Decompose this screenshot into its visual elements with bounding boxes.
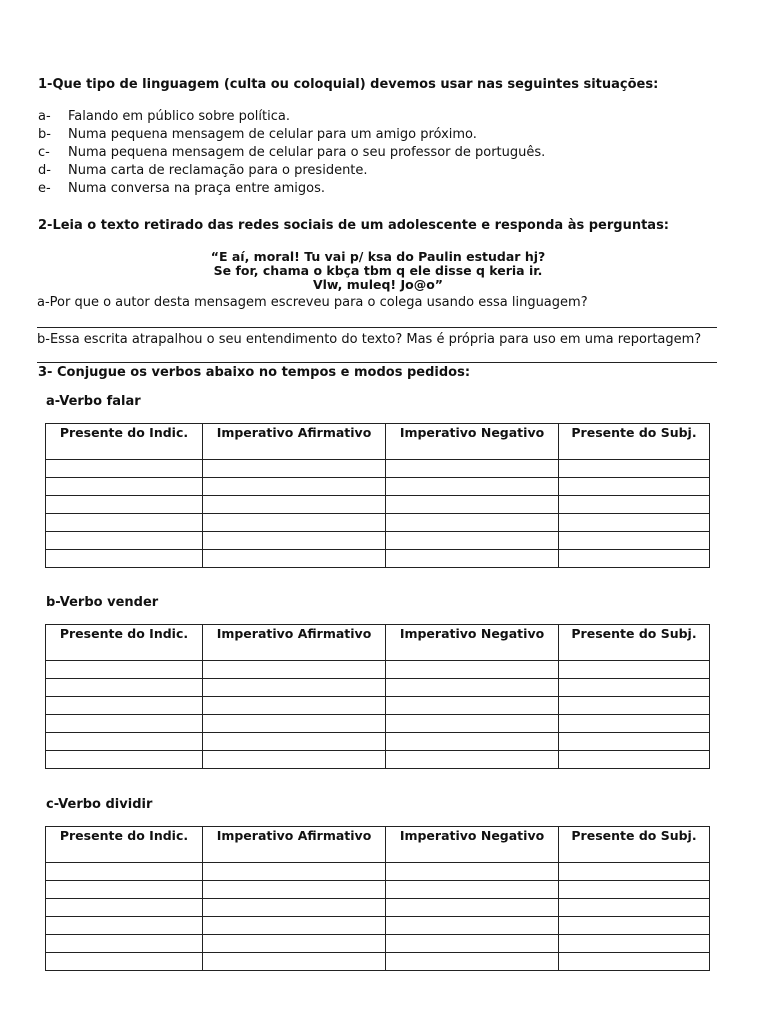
table-row — [46, 514, 710, 532]
answer-cell[interactable] — [46, 733, 203, 751]
table-row — [46, 697, 710, 715]
list-item — [38, 181, 325, 196]
answer-cell[interactable] — [559, 550, 710, 568]
item-letter: e- — [38, 181, 51, 196]
column-header: Presente do Subj. — [559, 424, 710, 460]
column-header: Imperativo Negativo — [386, 625, 559, 661]
list-item — [38, 163, 368, 178]
item-text: Numa pequena mensagem de celular para um amigo próximo. — [68, 127, 477, 142]
quote-line: “E aí, moral! Tu vai p/ ksa do Paulin estudar hj? — [210, 249, 546, 264]
column-header: Imperativo Negativo — [386, 424, 559, 460]
table-row — [46, 751, 710, 769]
quote-line: Vlw, muleq! Jo@o” — [312, 277, 444, 292]
answer-cell[interactable] — [386, 496, 559, 514]
table-row — [46, 733, 710, 751]
answer-cell[interactable] — [559, 733, 710, 751]
answer-cell[interactable] — [386, 550, 559, 568]
answer-cell[interactable] — [386, 899, 559, 917]
column-header: Presente do Subj. — [559, 625, 710, 661]
answer-cell[interactable] — [46, 661, 203, 679]
answer-cell[interactable] — [386, 478, 559, 496]
answer-cell[interactable] — [46, 751, 203, 769]
answer-cell[interactable] — [46, 550, 203, 568]
answer-cell[interactable] — [46, 917, 203, 935]
column-header: Imperativo Afirmativo — [203, 827, 386, 863]
answer-line-2a[interactable] — [37, 327, 717, 328]
question-3-title: 3- Conjugue os verbos abaixo no tempos e modos pedidos: — [38, 365, 471, 380]
answer-cell[interactable] — [203, 460, 386, 478]
answer-cell[interactable] — [386, 697, 559, 715]
table-row — [46, 478, 710, 496]
answer-cell[interactable] — [46, 715, 203, 733]
column-header: Imperativo Negativo — [386, 827, 559, 863]
table-row — [46, 460, 710, 478]
question-2b: b-Essa escrita atrapalhou o seu entendimento do texto? Mas é própria para uso em uma reportagem? — [37, 332, 702, 347]
answer-cell[interactable] — [46, 679, 203, 697]
answer-cell[interactable] — [203, 733, 386, 751]
answer-cell[interactable] — [46, 496, 203, 514]
answer-cell[interactable] — [559, 697, 710, 715]
table-body — [46, 863, 710, 971]
table-row — [46, 881, 710, 899]
answer-cell[interactable] — [203, 514, 386, 532]
answer-cell[interactable] — [559, 496, 710, 514]
answer-cell[interactable] — [203, 532, 386, 550]
answer-cell[interactable] — [46, 460, 203, 478]
conjugation-table-dividir — [45, 826, 710, 971]
answer-cell[interactable] — [386, 935, 559, 953]
answer-cell[interactable] — [386, 514, 559, 532]
answer-cell[interactable] — [386, 953, 559, 971]
table-row — [46, 917, 710, 935]
answer-cell[interactable] — [559, 751, 710, 769]
table-row — [46, 550, 710, 568]
table-label-dividir: c-Verbo dividir — [46, 797, 153, 812]
item-letter: c- — [38, 145, 50, 160]
answer-cell[interactable] — [559, 514, 710, 532]
answer-cell[interactable] — [559, 953, 710, 971]
answer-cell[interactable] — [559, 532, 710, 550]
answer-cell[interactable] — [203, 881, 386, 899]
answer-cell[interactable] — [46, 697, 203, 715]
item-text: Numa carta de reclamação para o presidente. — [68, 163, 368, 178]
answer-cell[interactable] — [559, 881, 710, 899]
table-label-falar: a-Verbo falar — [46, 394, 141, 409]
answer-cell[interactable] — [203, 679, 386, 697]
column-header: Presente do Indic. — [46, 827, 203, 863]
answer-cell[interactable] — [559, 661, 710, 679]
answer-cell[interactable] — [386, 733, 559, 751]
answer-line-2b[interactable] — [37, 362, 717, 363]
table-row — [46, 935, 710, 953]
answer-cell[interactable] — [203, 697, 386, 715]
answer-cell[interactable] — [203, 496, 386, 514]
column-header: Presente do Indic. — [46, 424, 203, 460]
answer-cell[interactable] — [386, 532, 559, 550]
table-row — [46, 899, 710, 917]
answer-cell[interactable] — [203, 550, 386, 568]
column-header: Imperativo Afirmativo — [203, 625, 386, 661]
answer-cell[interactable] — [46, 935, 203, 953]
answer-cell[interactable] — [386, 863, 559, 881]
answer-cell[interactable] — [203, 715, 386, 733]
table-row — [46, 532, 710, 550]
table-body — [46, 460, 710, 568]
answer-cell[interactable] — [386, 715, 559, 733]
quote-line: Se for, chama o kbça tbm q ele disse q keria ir. — [213, 263, 543, 278]
item-text: Numa conversa na praça entre amigos. — [68, 181, 325, 196]
item-text: Falando em público sobre política. — [68, 109, 290, 124]
answer-cell[interactable] — [386, 679, 559, 697]
list-item — [38, 145, 545, 160]
answer-cell[interactable] — [203, 661, 386, 679]
answer-cell[interactable] — [559, 478, 710, 496]
table-label-vender: b-Verbo vender — [46, 595, 159, 610]
answer-cell[interactable] — [203, 953, 386, 971]
question-1-title: 1-Que tipo de linguagem (culta ou coloquial) devemos usar nas seguintes situações: — [38, 77, 659, 92]
answer-cell[interactable] — [203, 751, 386, 769]
answer-cell[interactable] — [559, 863, 710, 881]
answer-cell[interactable] — [46, 863, 203, 881]
item-letter: b- — [38, 127, 51, 142]
question-2-title: 2-Leia o texto retirado das redes sociais de um adolescente e responda às perguntas: — [38, 218, 670, 233]
table-row — [46, 496, 710, 514]
answer-cell[interactable] — [46, 478, 203, 496]
table-row — [46, 661, 710, 679]
answer-cell[interactable] — [203, 478, 386, 496]
answer-cell[interactable] — [559, 715, 710, 733]
answer-cell[interactable] — [559, 917, 710, 935]
conjugation-table-vender — [45, 624, 710, 769]
conjugation-table-falar — [45, 423, 710, 568]
table-row — [46, 863, 710, 881]
column-header: Imperativo Afirmativo — [203, 424, 386, 460]
answer-cell[interactable] — [559, 935, 710, 953]
table-row — [46, 953, 710, 971]
answer-cell[interactable] — [386, 751, 559, 769]
answer-cell[interactable] — [46, 514, 203, 532]
question-2a: a-Por que o autor desta mensagem escreveu para o colega usando essa linguagem? — [37, 295, 588, 310]
answer-cell[interactable] — [386, 917, 559, 935]
answer-cell[interactable] — [559, 899, 710, 917]
item-text: Numa pequena mensagem de celular para o seu professor de português. — [68, 145, 546, 160]
table-row — [46, 715, 710, 733]
answer-cell[interactable] — [559, 679, 710, 697]
answer-cell[interactable] — [46, 881, 203, 899]
answer-cell[interactable] — [386, 460, 559, 478]
answer-cell[interactable] — [386, 661, 559, 679]
table-row — [46, 679, 710, 697]
answer-cell[interactable] — [559, 460, 710, 478]
column-header: Presente do Subj. — [559, 827, 710, 863]
answer-cell[interactable] — [46, 953, 203, 971]
column-header: Presente do Indic. — [46, 625, 203, 661]
answer-cell[interactable] — [386, 881, 559, 899]
list-item — [38, 127, 477, 142]
answer-cell[interactable] — [203, 863, 386, 881]
item-letter: a- — [38, 109, 51, 124]
answer-cell[interactable] — [46, 532, 203, 550]
item-letter: d- — [38, 163, 51, 178]
answer-cell[interactable] — [203, 899, 386, 917]
table-body — [46, 661, 710, 769]
list-item — [38, 109, 290, 124]
answer-cell[interactable] — [46, 899, 203, 917]
answer-cell[interactable] — [203, 917, 386, 935]
answer-cell[interactable] — [203, 935, 386, 953]
